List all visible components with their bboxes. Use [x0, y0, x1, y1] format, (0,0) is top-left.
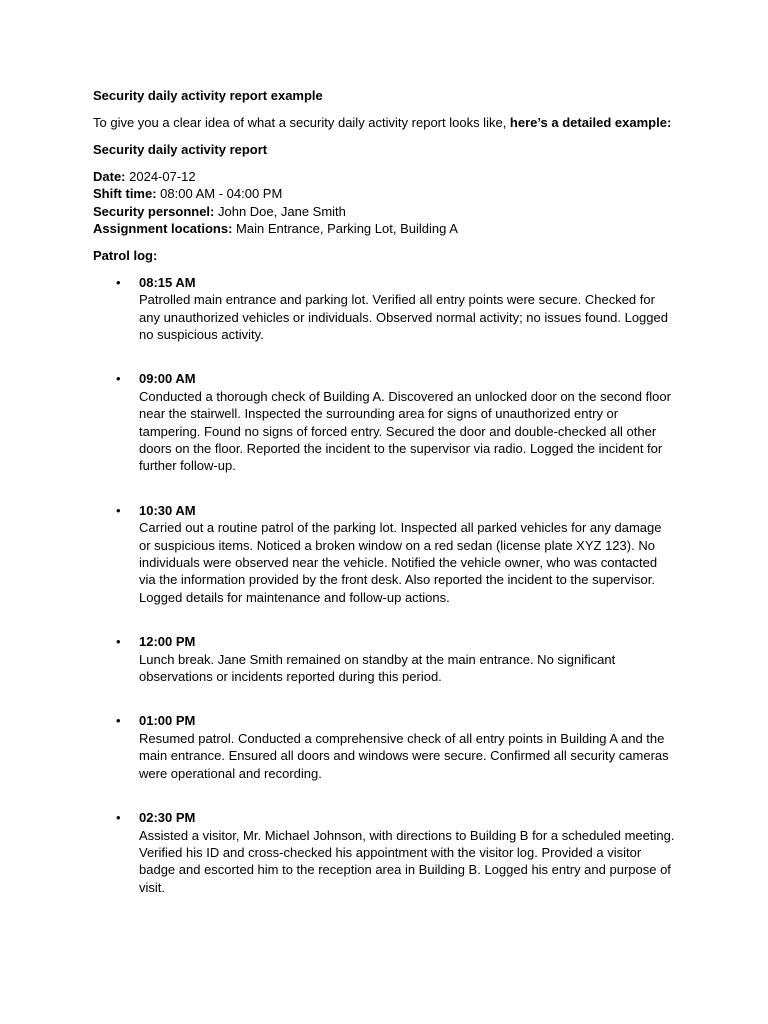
- patrol-log-description-line: Assisted a visitor, Mr. Michael Johnson, with directions to Building B for a scheduled meeting.: [139, 827, 675, 843]
- intro-text: To give you a clear idea of what a security daily activity report looks like,: [93, 114, 510, 130]
- patrol-log-description-line: Lunch break. Jane Smith remained on standby at the main entrance. No significant: [139, 651, 616, 667]
- shift-value: 08:00 AM - 04:00 PM: [156, 186, 283, 202]
- bullet-icon: •: [116, 371, 121, 387]
- patrol-log-description-line: or suspicious items. Noticed a broken window on a red sedan (license plate XYZ 123). No: [139, 537, 655, 553]
- personnel-label: Security personnel:: [93, 203, 215, 219]
- patrol-log-description-line: no suspicious activity.: [139, 326, 264, 342]
- patrol-log-description-line: Resumed patrol. Conducted a comprehensive check of all entry points in Building A and the: [139, 730, 665, 746]
- patrol-log-description-line: further follow-up.: [139, 458, 236, 474]
- locations-value: Main Entrance, Parking Lot, Building A: [232, 220, 458, 236]
- patrol-log-list: [93, 274, 683, 896]
- patrol-log-entry: [93, 502, 683, 606]
- patrol-log-description-line: observations or incidents reported during this period.: [139, 669, 442, 685]
- patrol-log-time: 01:00 PM: [139, 713, 196, 729]
- locations-row: [93, 220, 683, 237]
- patrol-log-description-line: doors on the floor. Reported the incident to the supervisor via radio. Logged the incident for: [139, 441, 663, 456]
- patrol-log-description-line: individuals were observed near the vehicle. Notified the vehicle owner, who was contacted: [139, 555, 658, 571]
- bullet-icon: •: [116, 634, 121, 650]
- personnel-value: John Doe, Jane Smith: [214, 203, 346, 219]
- patrol-log-entry: [93, 712, 683, 782]
- date-row: [93, 168, 683, 185]
- patrol-log-description-line: badge and escorted him to the reception area in Building B. Logged his entry and purpose of: [139, 862, 671, 878]
- bullet-icon: •: [116, 502, 121, 518]
- shift-label: Shift time:: [93, 186, 157, 202]
- patrol-log-entry: [93, 274, 683, 344]
- patrol-log-description-line: any unauthorized vehicles or individuals. Observed normal activity; no issues found. Logged: [139, 309, 668, 325]
- bullet-icon: •: [116, 713, 121, 729]
- patrol-log-entry: [93, 633, 683, 685]
- document-heading: Security daily activity report example: [93, 88, 323, 103]
- bullet-icon: •: [116, 274, 121, 290]
- patrol-log-description-line: tampering. Found no signs of forced entry. Secured the door and double-checked all other: [139, 423, 657, 439]
- locations-label: Assignment locations:: [93, 220, 233, 236]
- patrol-log-description-line: Patrolled main entrance and parking lot. Verified all entry points were secure. Checked for: [139, 292, 655, 308]
- patrol-log-entry: [93, 370, 683, 474]
- patrol-log-description-line: via the information provided by the front desk. Also reported the incident to the supervisor.: [139, 572, 655, 588]
- patrol-log-label: Patrol log:: [93, 247, 158, 263]
- shift-row: [93, 185, 683, 202]
- patrol-log-time: 12:00 PM: [139, 634, 196, 650]
- personnel-row: [93, 203, 683, 220]
- patrol-log-description-line: visit.: [139, 879, 165, 895]
- patrol-log-description-line: Logged details for maintenance and follow-up actions.: [139, 589, 450, 605]
- document-page: [93, 87, 683, 923]
- date-value: 2024-07-12: [125, 168, 196, 184]
- patrol-log-description-line: Conducted a thorough check of Building A. Discovered an unlocked door on the second floor: [139, 388, 671, 404]
- patrol-log-time: 10:30 AM: [139, 502, 196, 518]
- intro-bold-text: here’s a detailed example:: [509, 114, 672, 130]
- patrol-log-entry: [93, 809, 683, 896]
- patrol-log-time: 02:30 PM: [139, 810, 196, 826]
- intro-paragraph: [93, 114, 683, 131]
- patrol-log-description-line: near the stairwell. Inspected the surrounding area for signs of unauthorized entry or: [139, 406, 619, 422]
- patrol-log-time: 08:15 AM: [139, 274, 196, 290]
- bullet-icon: •: [116, 810, 121, 826]
- patrol-log-description-line: were operational and recording.: [139, 765, 322, 781]
- patrol-log-time: 09:00 AM: [139, 371, 196, 387]
- date-label: Date:: [93, 168, 126, 184]
- patrol-log-description-line: main entrance. Ensured all doors and windows were secure. Confirmed all security cameras: [139, 748, 669, 764]
- report-details: [93, 168, 683, 238]
- patrol-log-description-line: Carried out a routine patrol of the parking lot. Inspected all parked vehicles for any damage: [139, 520, 662, 536]
- report-title: Security daily activity report: [93, 141, 268, 157]
- patrol-log-description-line: Verified his ID and cross-checked his appointment with the visitor log. Provided a visitor: [139, 844, 642, 860]
